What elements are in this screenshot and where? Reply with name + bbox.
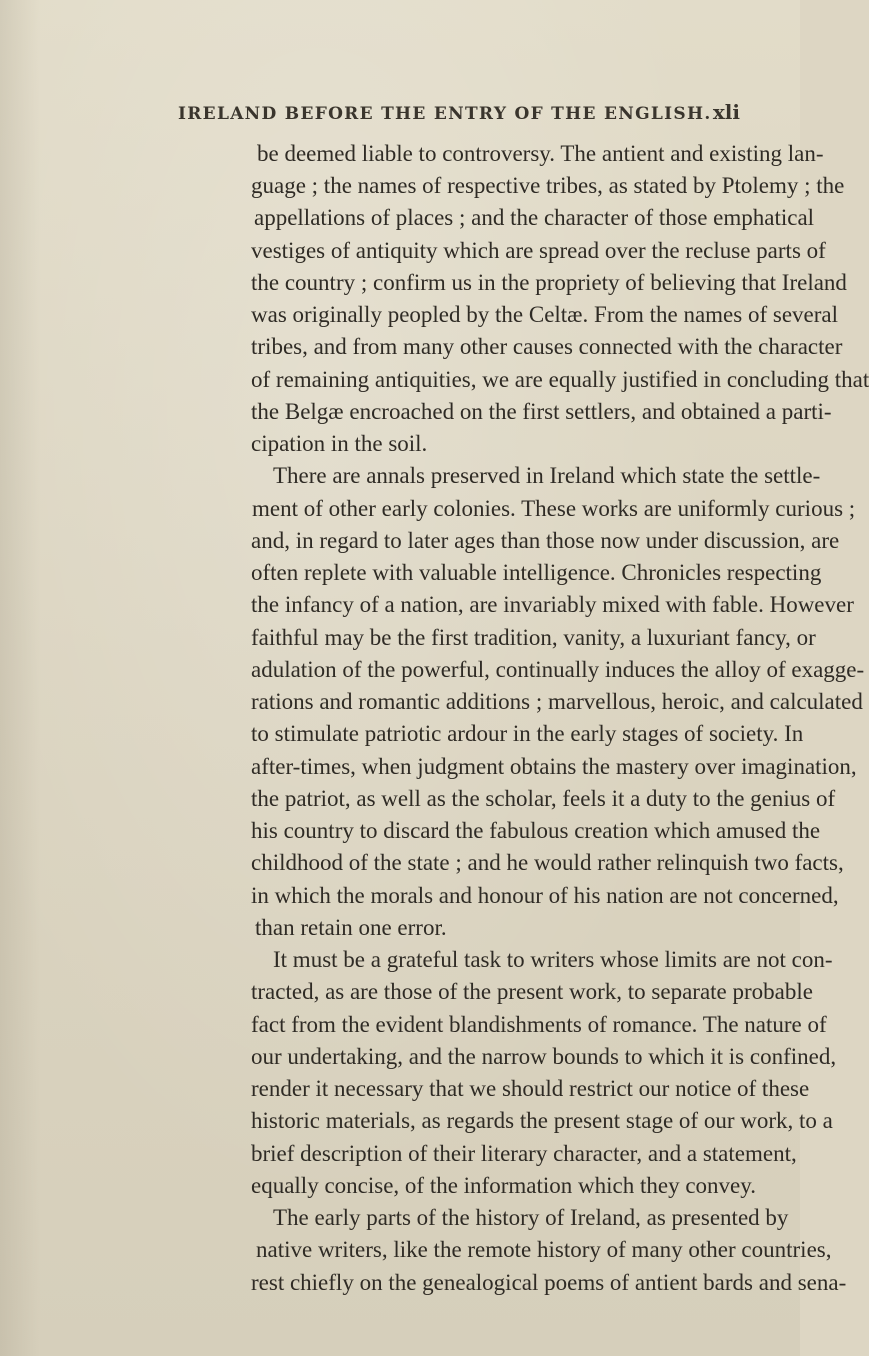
text-line: to stimulate patriotic ardour in the early stages of society. In [251,721,804,746]
text-line: tracted, as are those of the present work, to separate probable [251,979,813,1004]
text-line: guage ; the names of respective tribes, as stated by Ptolemy ; the [251,173,845,198]
text-line: was originally peopled by the Celtæ. From the names of several [251,302,839,327]
text-line: and, in regard to later ages than those now under discussion, are [251,528,840,553]
text-line: the infancy of a nation, are invariably mixed with fable. However [251,592,854,617]
running-title: IRELAND BEFORE THE ENTRY OF THE ENGLISH. [178,104,712,124]
text-line: our undertaking, and the narrow bounds to which it is confined, [251,1044,837,1069]
text-line: his country to discard the fabulous creation which amused the [251,818,821,843]
text-line: of remaining antiquities, we are equally justified in concluding that [251,367,869,392]
text-line: the Belgæ encroached on the first settlers, and obtained a parti- [251,399,832,424]
text-line: cipation in the soil. [251,431,428,456]
text-line: vestiges of antiquity which are spread over the recluse parts of [251,238,826,263]
page-number: xli [712,100,740,124]
text-line: native writers, like the remote history of many other countries, [256,1237,832,1262]
text-line: The early parts of the history of Ireland, as presented by [273,1205,789,1230]
text-line: in which the morals and honour of his nation are not concerned, [251,883,839,908]
text-line: the patriot, as well as the scholar, feels it a duty to the genius of [251,786,836,811]
text-line: tribes, and from many other causes connected with the character [251,334,843,359]
text-line: appellations of places ; and the character of those emphatical [254,205,815,230]
text-line: the country ; confirm us in the propriety of believing that Ireland [251,270,847,295]
text-line: There are annals preserved in Ireland which state the settle- [273,463,821,488]
text-line: faithful may be the first tradition, vanity, a luxuriant fancy, or [251,625,816,650]
text-line: It must be a grateful task to writers whose limits are not con- [273,947,833,972]
running-head [178,100,740,134]
text-line: ment of other early colonies. These works are uniformly curious ; [252,496,856,521]
page-edge-shadow [0,0,40,1356]
text-line: render it necessary that we should restrict our notice of these [251,1076,810,1101]
text-line: often replete with valuable intelligence. Chronicles respecting [251,560,822,585]
text-line: rest chiefly on the genealogical poems of antient bards and sena- [251,1270,847,1295]
text-line: than retain one error. [255,915,447,940]
text-line: historic materials, as regards the present stage of our work, to a [251,1108,833,1133]
text-line: brief description of their literary character, and a statement, [251,1141,797,1166]
text-line: be deemed liable to controversy. The antient and existing lan- [257,141,824,166]
text-line: rations and romantic additions ; marvellous, heroic, and calculated [251,689,863,714]
text-line: after-times, when judgment obtains the mastery over imagination, [251,754,857,779]
text-line: equally concise, of the information which they convey. [251,1173,756,1198]
text-line: adulation of the powerful, continually induces the alloy of exagge- [251,657,865,682]
text-line: fact from the evident blandishments of romance. The nature of [251,1012,827,1037]
text-line: childhood of the state ; and he would rather relinquish two facts, [251,850,844,875]
